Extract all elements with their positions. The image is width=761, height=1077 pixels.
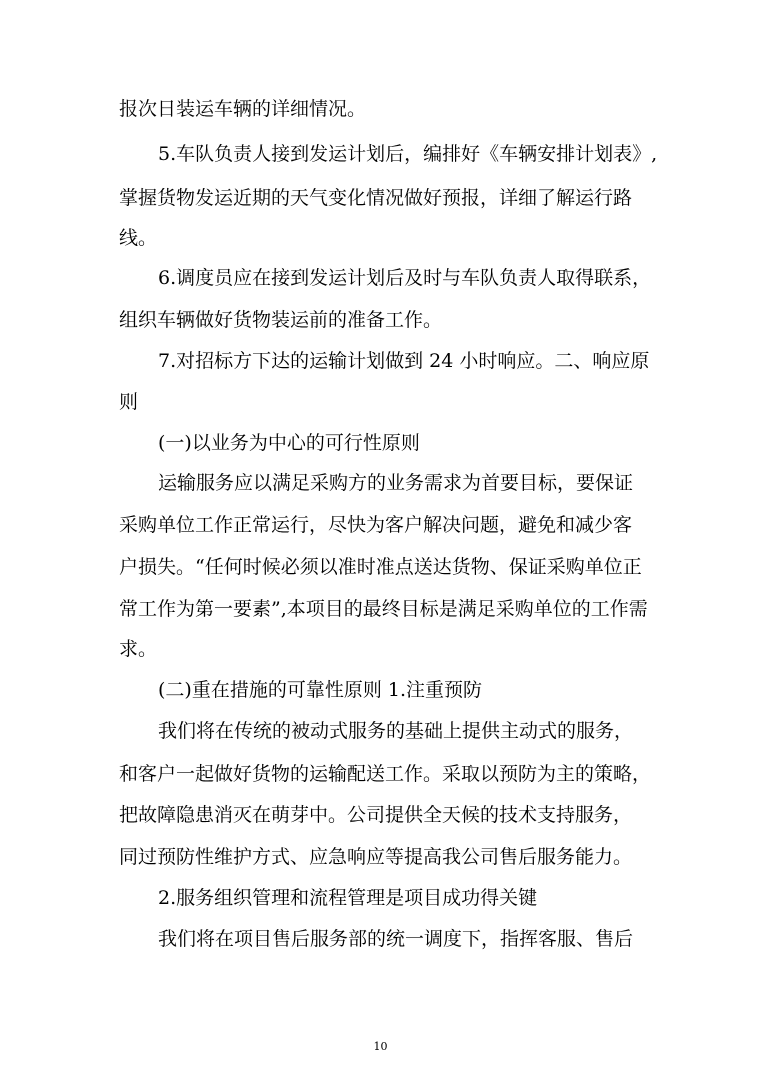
text-line: 则 xyxy=(119,391,139,413)
text-line: 报次日装运车辆的详细情况。 xyxy=(119,98,367,120)
text-line: 7.对招标方下达的运输计划做到 24 小时响应。二、响应原 xyxy=(158,350,650,372)
text-line: 同过预防性维护方式、应急响应等提高我公司售后服务能力。 xyxy=(119,846,633,868)
text-line: 和客户一起做好货物的运输配送工作。采取以预防为主的策略， xyxy=(119,763,652,785)
text-line: 组织车辆做好货物装运前的准备工作。 xyxy=(119,309,443,331)
text-line: 户损失。“任何时候必须以准时准点送达货物、保证采购单位正 xyxy=(119,556,642,578)
text-line: 运输服务应以满足采购方的业务需求为首要目标，要保证 xyxy=(158,472,634,494)
text-line: 6.调度员应在接到发运计划后及时与车队负责人取得联系， xyxy=(158,267,652,289)
text-line: 5.车队负责人接到发运计划后，编排好《车辆安排计划表》, xyxy=(158,143,658,165)
text-line: 掌握货物发运近期的天气变化情况做好预报，详细了解运行路 xyxy=(119,187,633,209)
text-line: (一)以业务为中心的可行性原则 xyxy=(158,432,420,454)
text-line: 我们将在传统的被动式服务的基础上提供主动式的服务， xyxy=(158,720,634,742)
text-line: 常工作为第一要素”,本项目的最终目标是满足采购单位的工作需 xyxy=(119,598,648,620)
page-number: 10 xyxy=(373,1040,388,1053)
text-line: 采购单位工作正常运行，尽快为客户解决问题，避免和减少客 xyxy=(119,514,633,536)
text-line: 2.服务组织管理和流程管理是项目成功得关键 xyxy=(158,887,538,909)
text-line: (二)重在措施的可靠性原则 1.注重预防 xyxy=(158,679,482,701)
text-line: 线。 xyxy=(119,227,158,249)
text-line: 把故障隐患消灭在萌芽中。公司提供全天候的技术支持服务， xyxy=(119,804,633,826)
text-line: 我们将在项目售后服务部的统一调度下，指挥客服、售后 xyxy=(158,928,634,950)
text-line: 求。 xyxy=(119,638,158,660)
